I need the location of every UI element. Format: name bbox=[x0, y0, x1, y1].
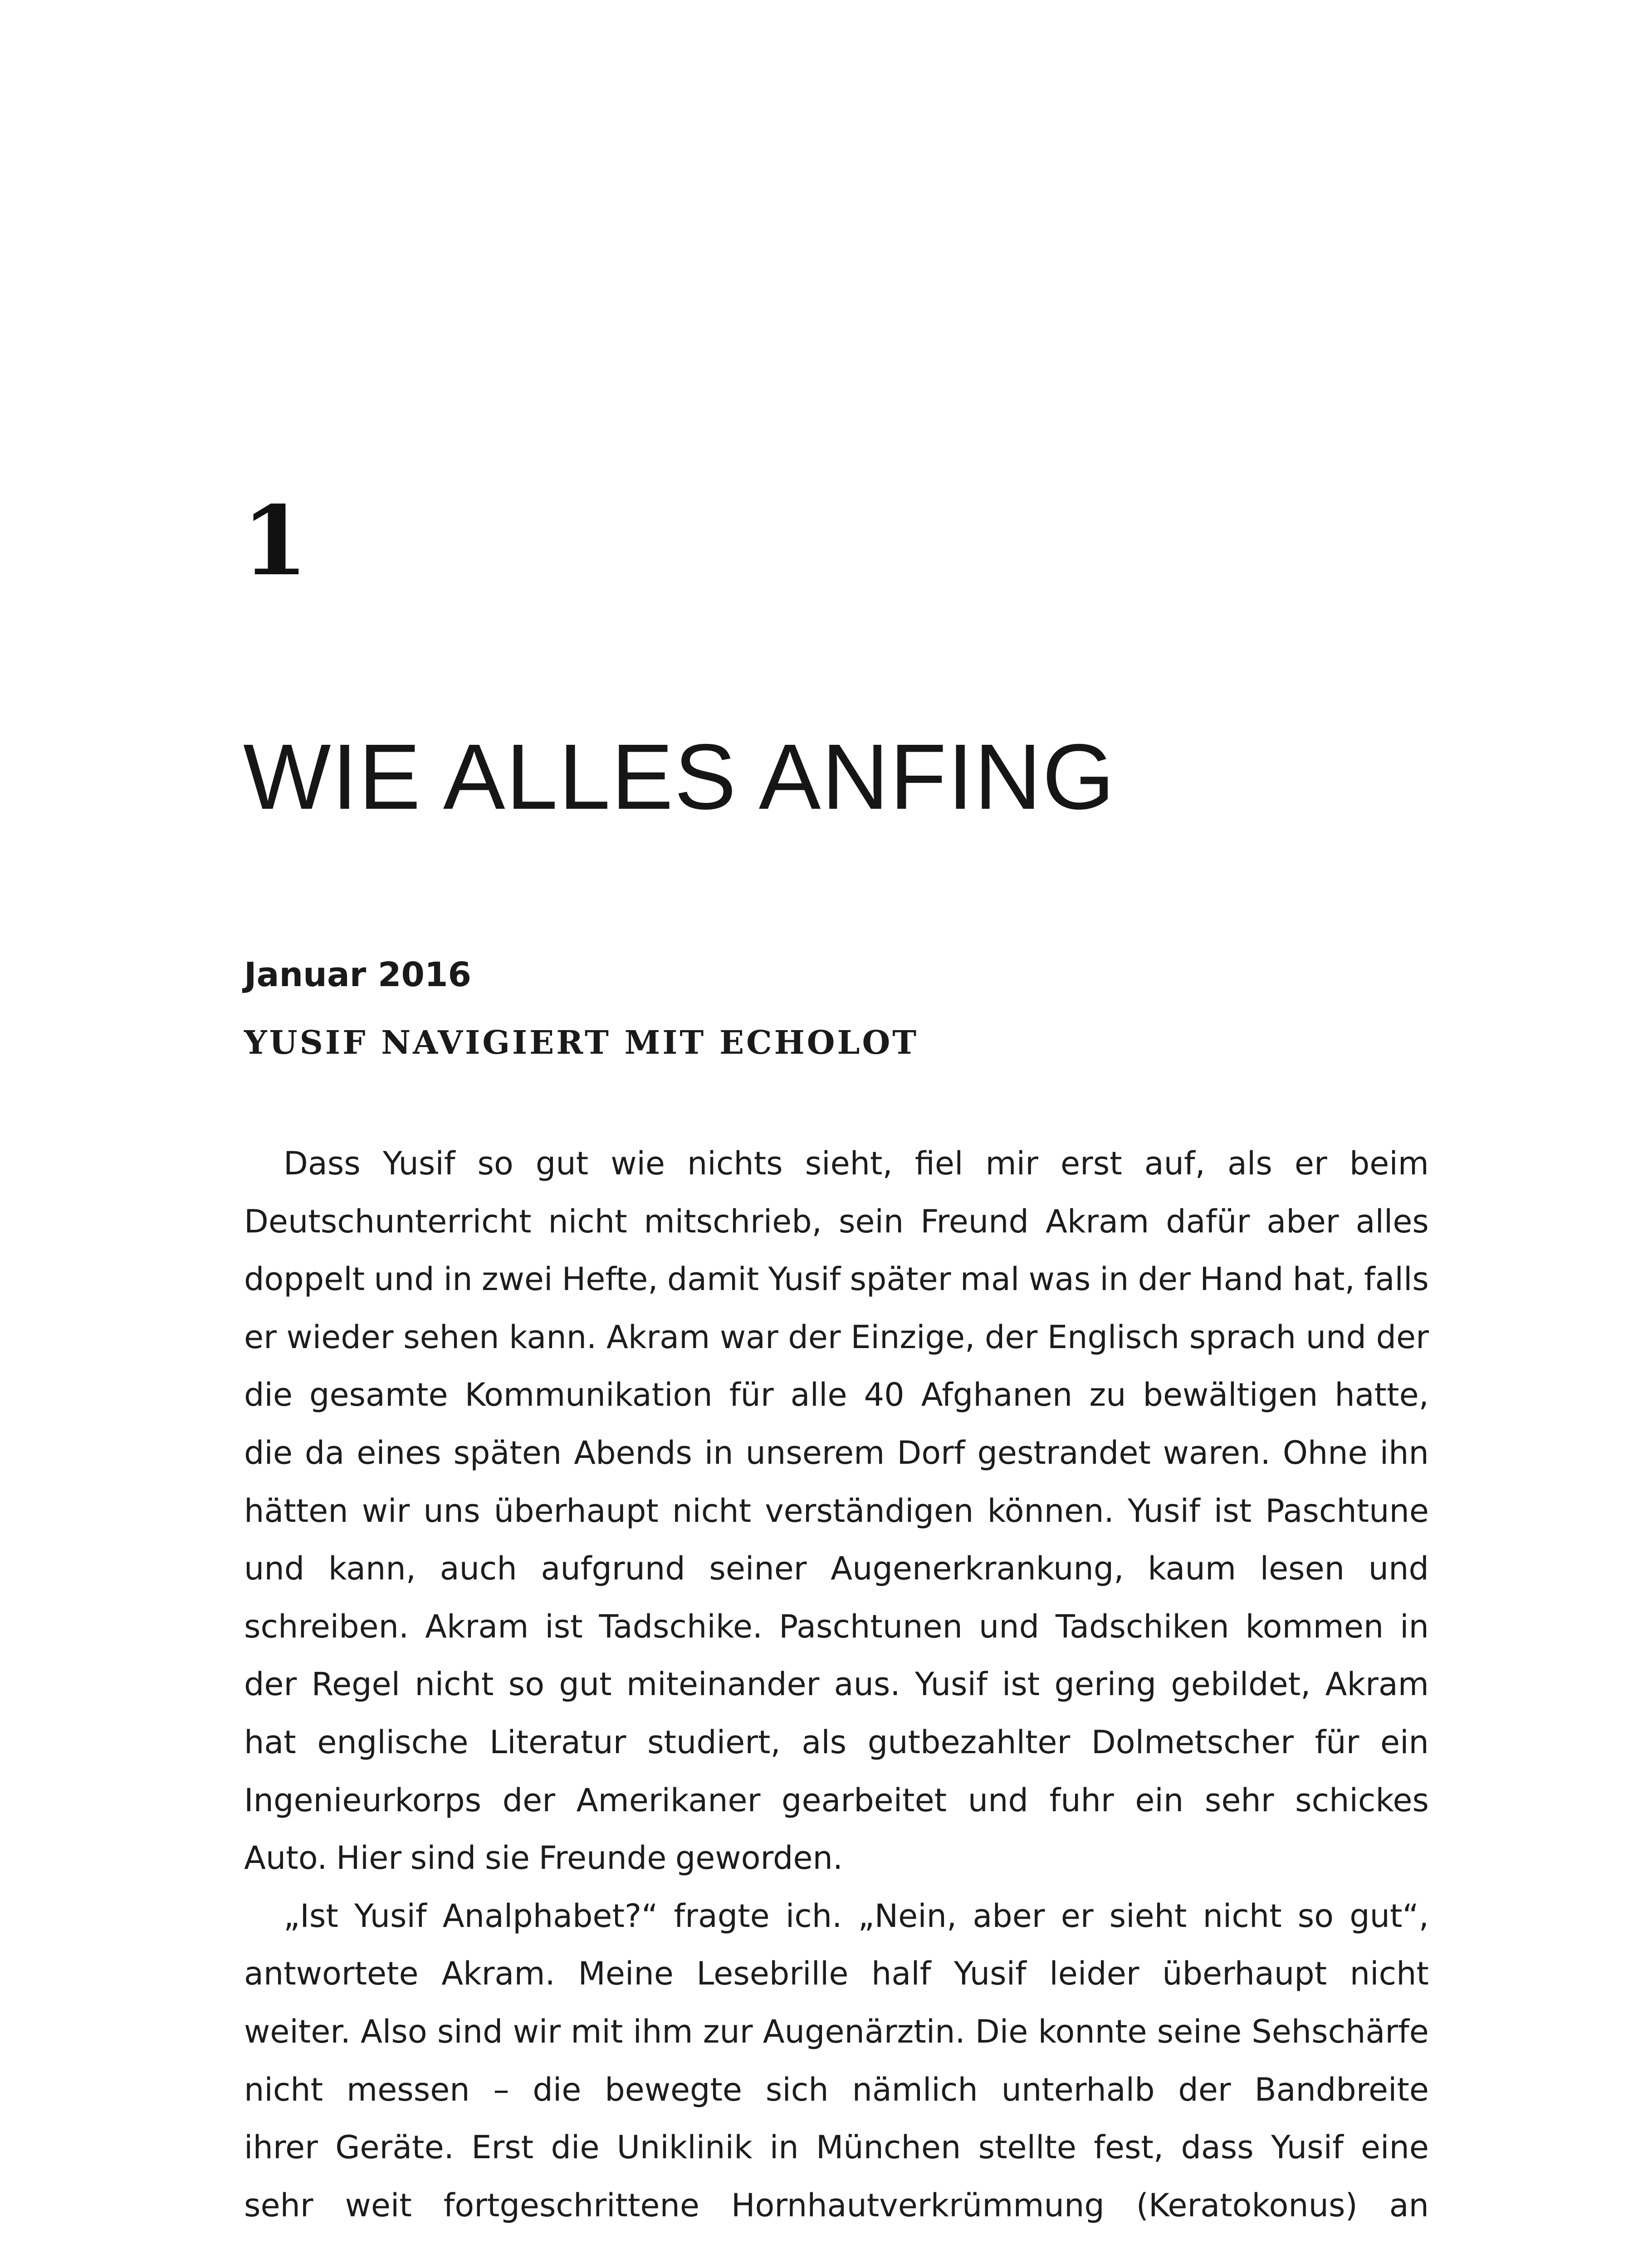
body-line: schreiben. Akram ist Tadschike. Paschtunen und Tadschiken kommen in bbox=[244, 1608, 1429, 1645]
body-line: „Ist Yusif Analphabet?“ fragte ich. „Nein, aber er sieht nicht so gut“, bbox=[284, 1897, 1429, 1935]
body-line: und kann, auch aufgrund seiner Augenerkrankung, kaum lesen und bbox=[244, 1550, 1429, 1588]
body-line: Deutschunterricht nicht mitschrieb, sein Freund Akram dafür aber alles bbox=[244, 1202, 1429, 1240]
body-line: er wieder sehen kann. Akram war der Einzige, der Englisch sprach und der bbox=[244, 1318, 1429, 1356]
body-line: antwortete Akram. Meine Lesebrille half Yusif leider überhaupt nicht bbox=[244, 1955, 1429, 1993]
body-line: die da eines späten Abends in unserem Dorf gestrandet waren. Ohne ihn bbox=[244, 1434, 1429, 1471]
body-line: Auto. Hier sind sie Freunde geworden. bbox=[244, 1839, 843, 1877]
body-line: die gesamte Kommunikation für alle 40 Afghanen zu bewältigen hatte, bbox=[244, 1376, 1429, 1414]
body-line: nicht messen – die bewegte sich nämlich unterhalb der Bandbreite bbox=[244, 2071, 1429, 2108]
body-line: doppelt und in zwei Hefte, damit Yusif später mal was in der Hand hat, falls bbox=[244, 1261, 1429, 1298]
body-line: Dass Yusif so gut wie nichts sieht, fiel mir erst auf, als er beim bbox=[284, 1145, 1429, 1182]
section-title: YUSIF NAVIGIERT MIT ECHOLOT bbox=[244, 1023, 919, 1061]
body-line: hätten wir uns überhaupt nicht verständigen können. Yusif ist Paschtune bbox=[244, 1492, 1429, 1530]
body-line: hat englische Literatur studiert, als gutbezahlter Dolmetscher für ein bbox=[244, 1723, 1429, 1761]
body-line: Ingenieurkorps der Amerikaner gearbeitet und fuhr ein sehr schickes bbox=[244, 1781, 1429, 1819]
body-text bbox=[244, 1135, 1429, 2234]
body-line: der Regel nicht so gut miteinander aus. Yusif ist gering gebildet, Akram bbox=[244, 1666, 1429, 1703]
chapter-number: 1 bbox=[242, 485, 307, 597]
section-date: Januar 2016 bbox=[244, 955, 471, 994]
body-line: sehr weit fortgeschrittene Hornhautverkrümmung (Keratokonus) an bbox=[244, 2186, 1429, 2224]
body-line: weiter. Also sind wir mit ihm zur Augenärztin. Die konnte seine Sehschärfe bbox=[244, 2013, 1429, 2050]
body-line: ihrer Geräte. Erst die Uniklinik in München stellte fest, dass Yusif eine bbox=[244, 2129, 1429, 2166]
chapter-title: WIE ALLES ANFING bbox=[243, 725, 1116, 829]
